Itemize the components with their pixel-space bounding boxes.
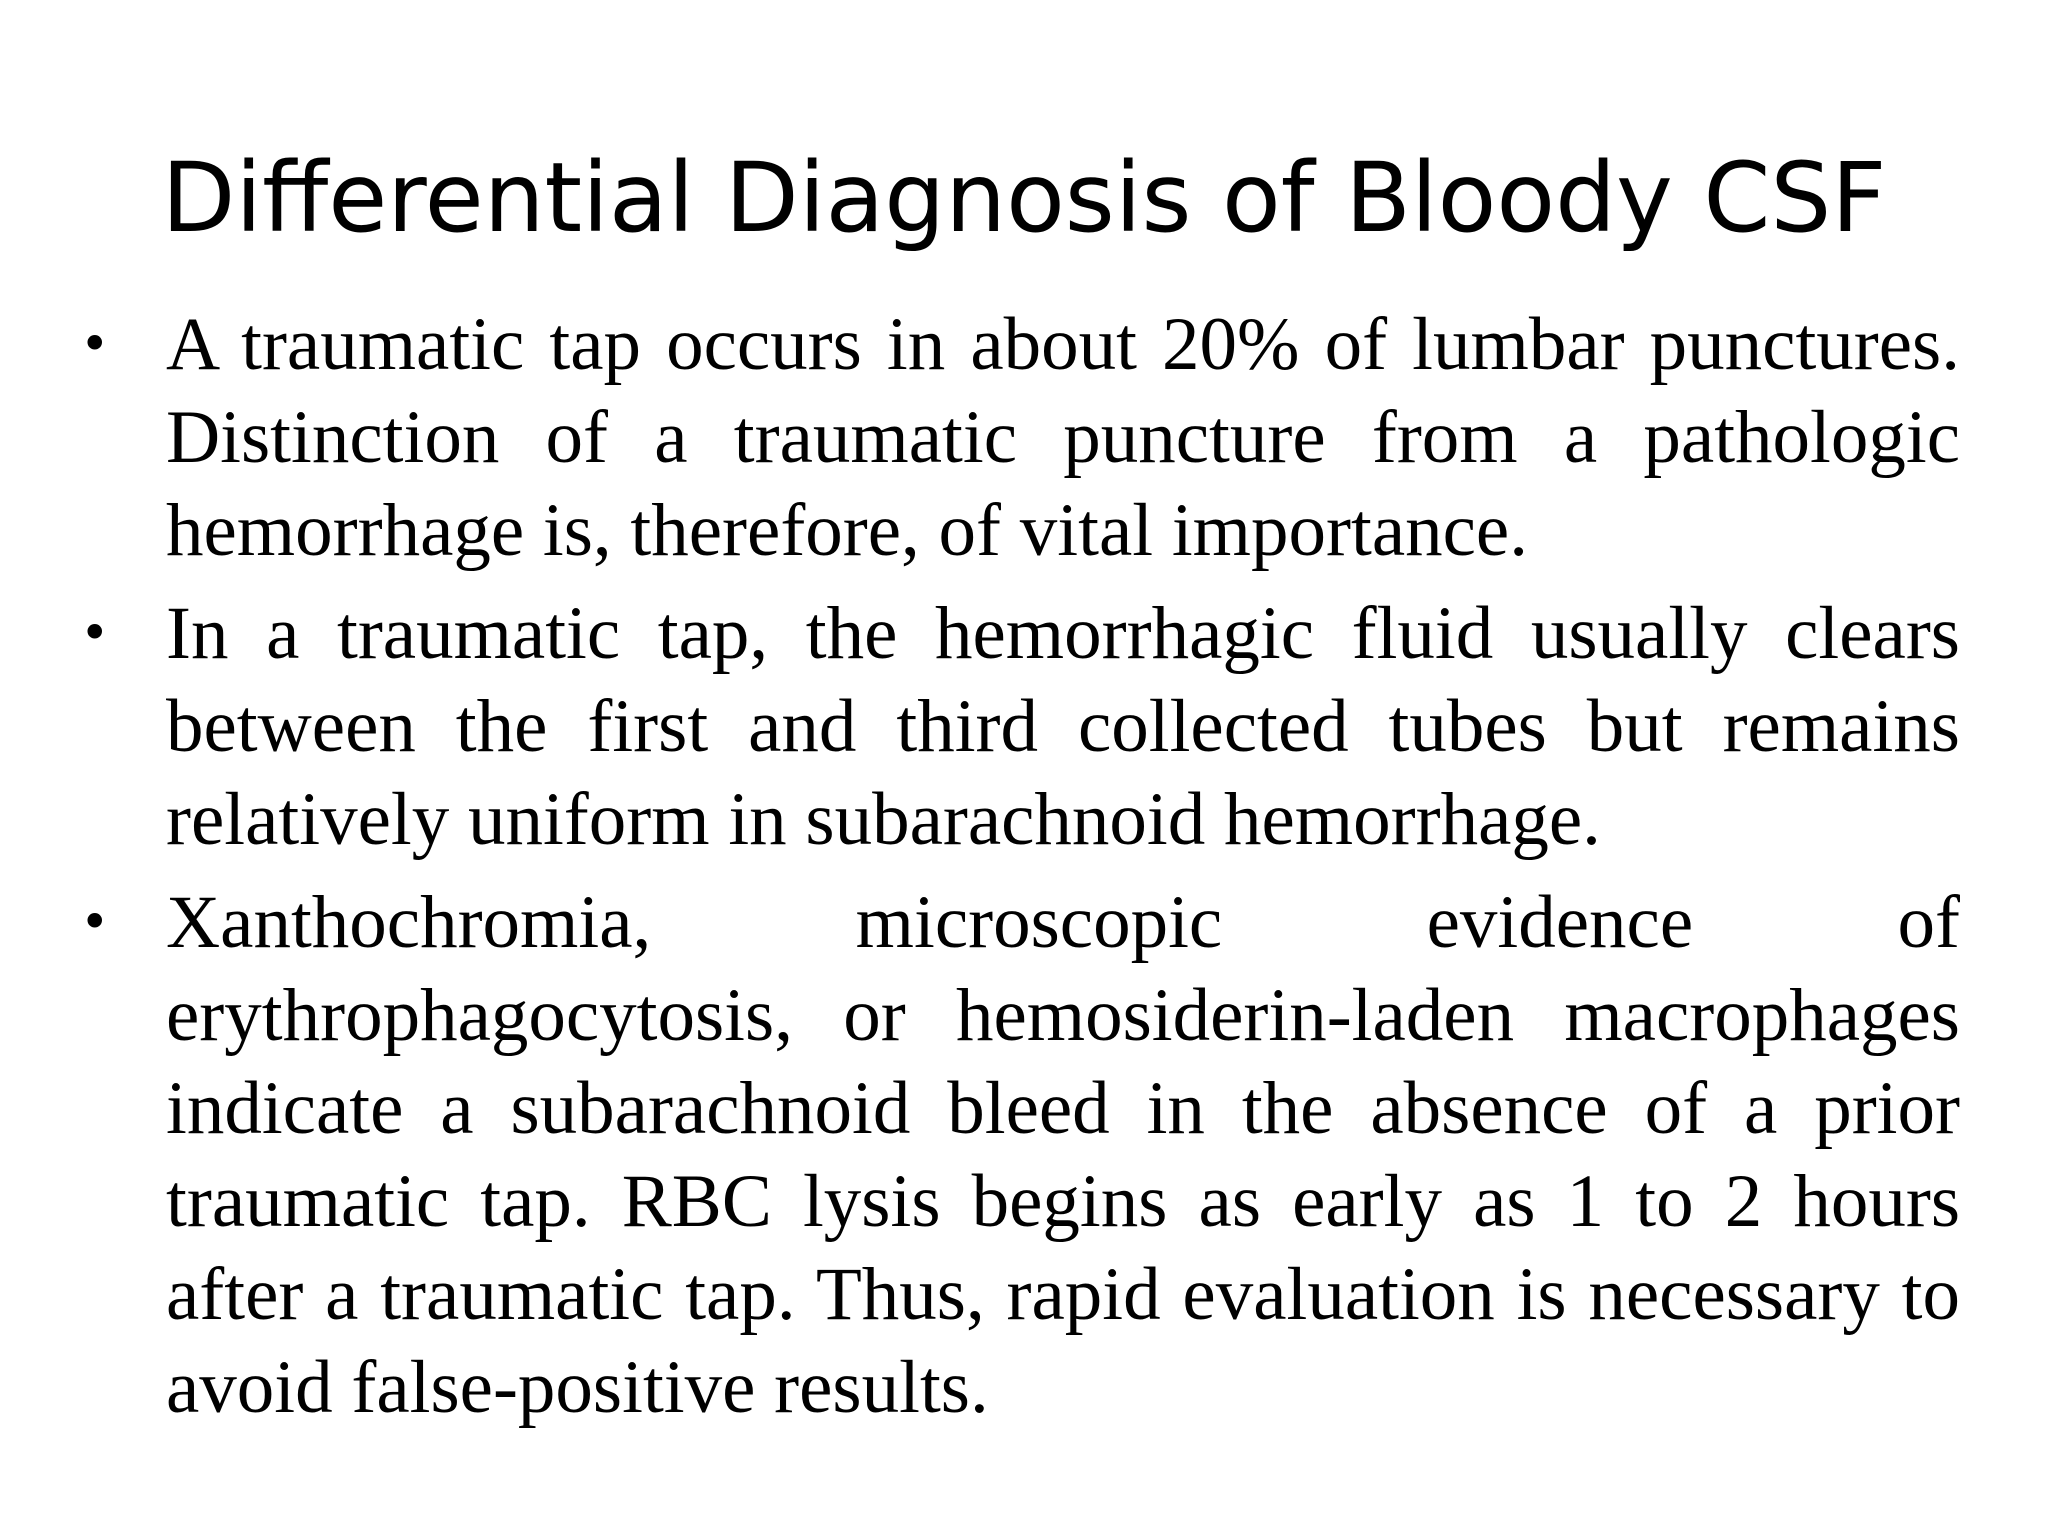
slide-title: Differential Diagnosis of Bloody CSF	[161, 142, 1887, 254]
bullet-icon: •	[80, 893, 110, 951]
bullet-item-fluid-clearing	[80, 587, 1960, 866]
bullet-icon: •	[80, 315, 110, 373]
bullet-icon: •	[80, 604, 110, 662]
bullet-text: Xanthochromia, microscopic evidence of erythrophagocytosis, or hemosiderin-laden macrophages indicate a subarachnoid bleed in the absence of a prior traumatic tap. RBC lysis begins as early as 1 to 2 hours after a traumatic tap. Thus, rapid evaluation is necessary to avoid false-positive results.	[166, 881, 1960, 1429]
bullet-item-traumatic-tap-incidence	[80, 298, 1960, 577]
bullet-list	[80, 298, 1960, 1434]
bullet-item-xanthochromia	[80, 876, 1960, 1434]
bullet-text: A traumatic tap occurs in about 20% of lumbar punctures. Distinction of a traumatic puncture from a pathologic hemorrhage is, therefore, of vital importance.	[166, 303, 1960, 572]
bullet-text: In a traumatic tap, the hemorrhagic fluid usually clears between the first and third collected tubes but remains relatively uniform in subarachnoid hemorrhage.	[166, 592, 1960, 861]
